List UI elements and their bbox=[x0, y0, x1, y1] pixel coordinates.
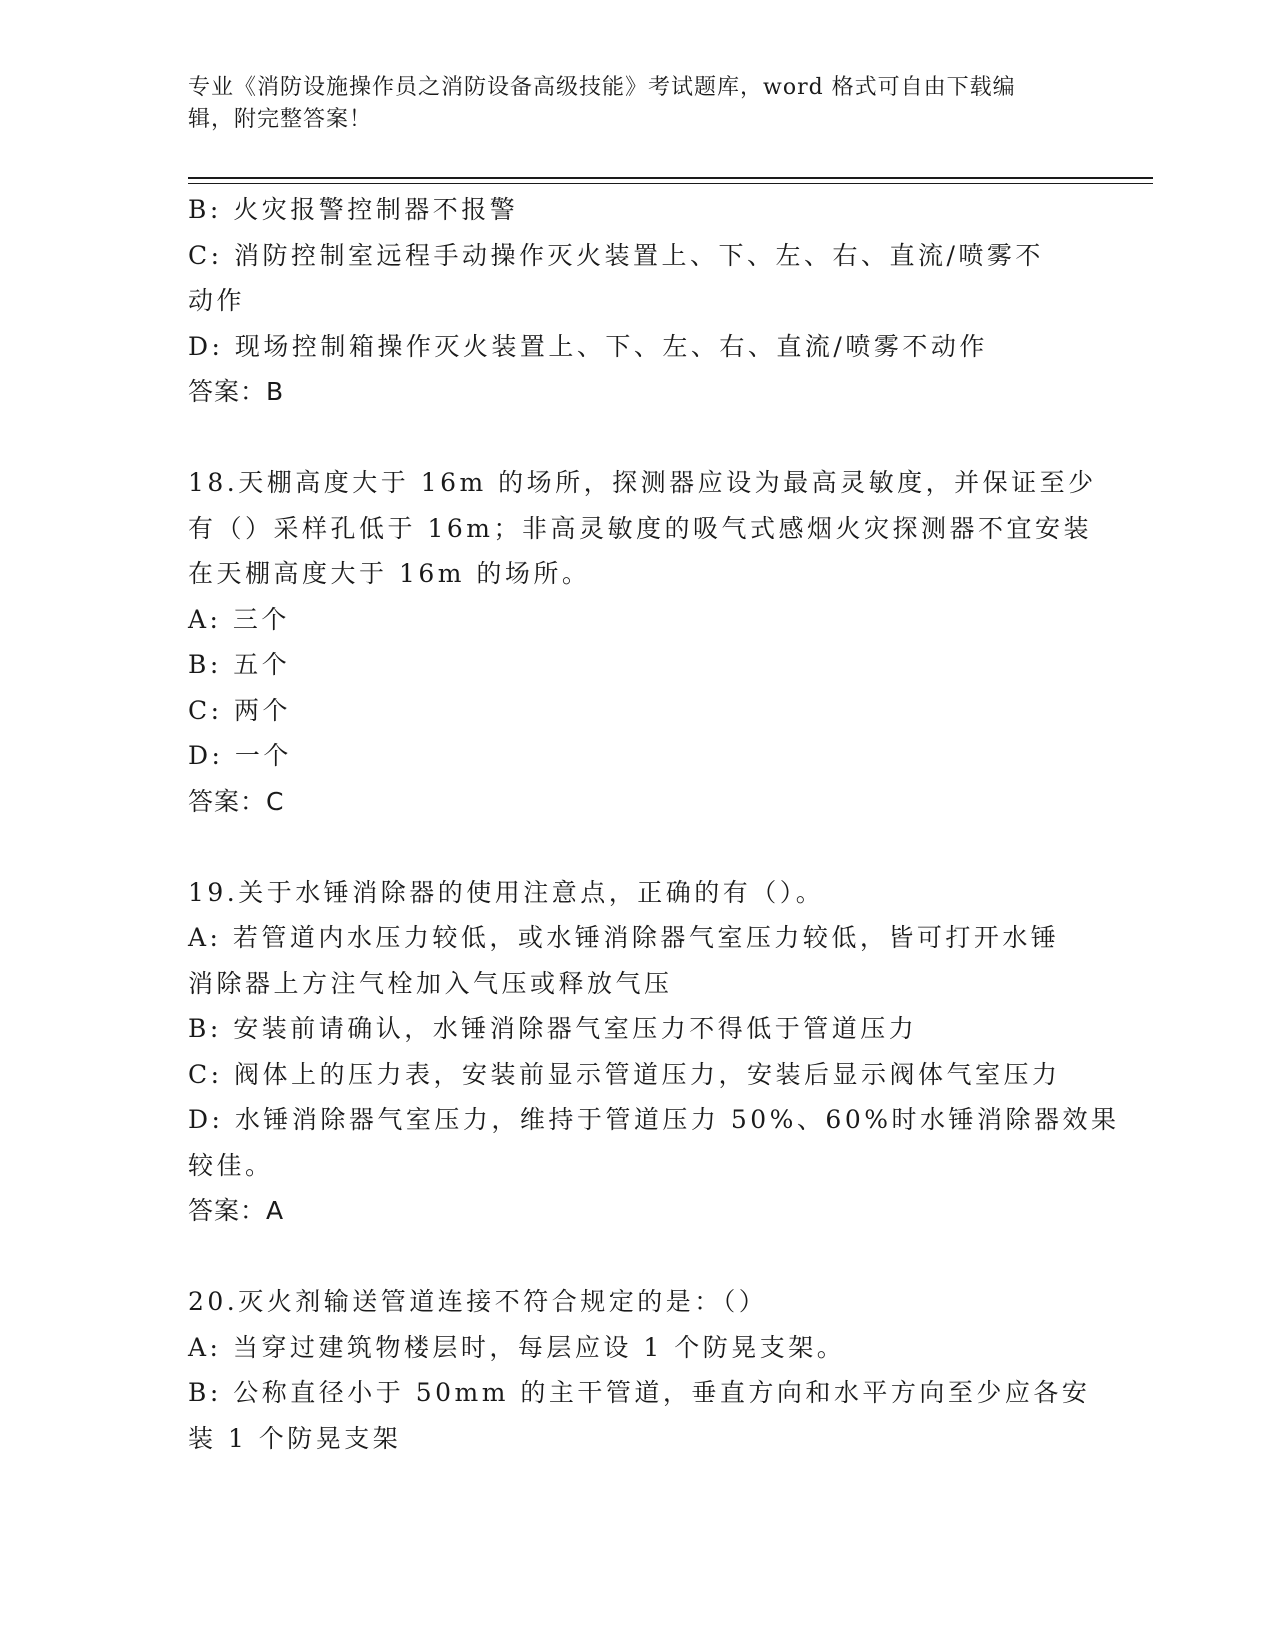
q19-option-b: B: 安装前请确认，水锤消除器气室压力不得低于管道压力 bbox=[188, 1014, 918, 1043]
q18-option-d: D: 一个 bbox=[188, 741, 292, 770]
q18-option-a: A: 三个 bbox=[188, 604, 290, 634]
q17-option-b: B: 火灾报警控制器不报警 bbox=[188, 195, 519, 224]
q17-option-d: D: 现场控制箱操作灭火装置上、下、左、右、直流/喷雾不动作 bbox=[188, 331, 988, 361]
question-20 bbox=[188, 1279, 1091, 1461]
spacer bbox=[188, 824, 1088, 870]
q20-stem: 20.灭火剂输送管道连接不符合规定的是：（） bbox=[188, 1287, 768, 1316]
q18-stem-line-3: 在天棚高度大于 16m 的场所。 bbox=[188, 559, 591, 588]
question-content bbox=[188, 187, 1120, 1461]
q20-option-b-line-2: 装 1 个防晃支架 bbox=[188, 1423, 402, 1453]
q19-option-a-line-1: A: 若管道内水压力较低，或水锤消除器气室压力较低，皆可打开水锤 bbox=[188, 923, 1060, 952]
header-line-1: 专业《消防设施操作员之消防设备高级技能》考试题库，word 格式可自由下载编 bbox=[188, 75, 1016, 100]
header-line-2: 辑，附完整答案！ bbox=[188, 107, 373, 132]
q17-answer: 答案：B bbox=[188, 377, 285, 406]
question-17-tail bbox=[188, 187, 1088, 415]
q18-option-c: C: 两个 bbox=[188, 695, 291, 725]
header-rule-thin bbox=[188, 183, 1153, 184]
spacer bbox=[188, 1234, 1088, 1280]
q18-stem-line-1: 18.天棚高度大于 16m 的场所，探测器应设为最高灵敏度，并保证至少 bbox=[188, 468, 1097, 497]
q18-answer: 答案：C bbox=[188, 786, 285, 816]
q18-option-b: B: 五个 bbox=[188, 650, 291, 679]
document-header bbox=[188, 72, 1068, 136]
q17-option-c-line-2: 动作 bbox=[188, 286, 246, 315]
q19-option-c: C: 阀体上的压力表，安装前显示管道压力，安装后显示阀体气室压力 bbox=[188, 1059, 1061, 1089]
q20-option-b-line-1: B: 公称直径小于 50mm 的主干管道，垂直方向和水平方向至少应各安 bbox=[188, 1378, 1091, 1407]
q18-stem-line-2: 有（）采样孔低于 16m；非高灵敏度的吸气式感烟火灾探测器不宜安装 bbox=[188, 513, 1092, 543]
q20-option-a: A: 当穿过建筑物楼层时，每层应设 1 个防晃支架。 bbox=[188, 1332, 846, 1362]
question-19 bbox=[188, 870, 1120, 1234]
q19-stem: 19.关于水锤消除器的使用注意点，正确的有（）。 bbox=[188, 877, 825, 907]
q19-option-d-line-1: D: 水锤消除器气室压力，维持于管道压力 50%、60%时水锤消除器效果 bbox=[188, 1105, 1120, 1134]
q19-option-d-line-2: 较佳。 bbox=[188, 1150, 274, 1180]
spacer bbox=[188, 415, 1088, 461]
q17-option-c-line-1: C: 消防控制室远程手动操作灭火装置上、下、左、右、直流/喷雾不 bbox=[188, 240, 1044, 270]
q19-option-a-line-2: 消除器上方注气栓加入气压或释放气压 bbox=[188, 968, 673, 998]
question-18 bbox=[188, 460, 1097, 824]
q19-answer: 答案：A bbox=[188, 1196, 285, 1225]
header-rule-thick bbox=[188, 177, 1153, 179]
